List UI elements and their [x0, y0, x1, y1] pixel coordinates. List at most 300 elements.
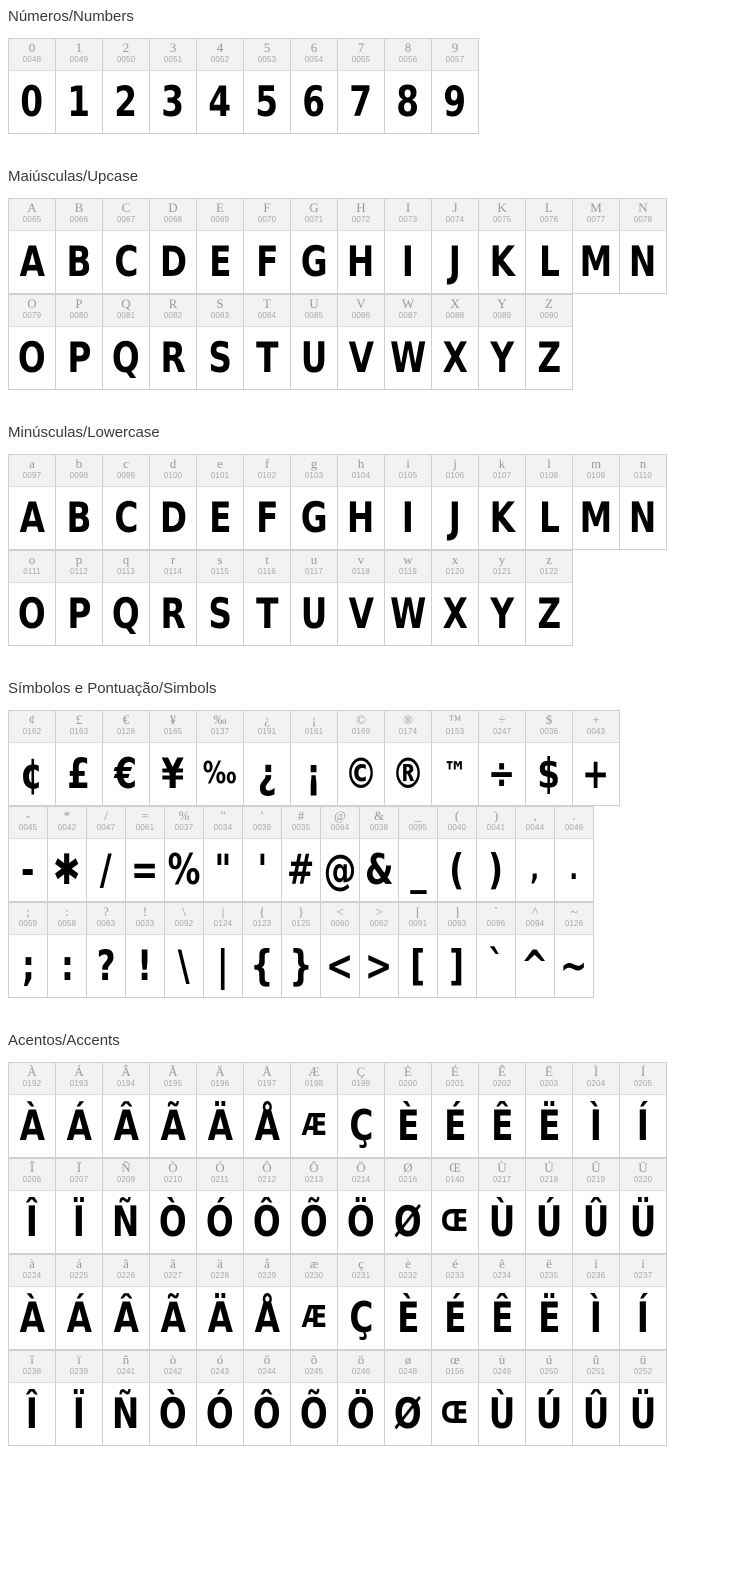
glyph-header — [338, 551, 384, 583]
glyph-header — [56, 199, 102, 231]
glyph-cell[interactable] — [291, 1159, 338, 1254]
glyph-cell[interactable] — [573, 1063, 620, 1158]
glyph-preview — [150, 71, 196, 133]
glyph-cell[interactable] — [338, 295, 385, 390]
glyph-cell[interactable] — [338, 1255, 385, 1350]
glyph-cell[interactable] — [197, 1351, 244, 1446]
glyph-character-label: ~ — [570, 905, 578, 919]
glyph-section — [0, 1024, 730, 1472]
glyph-code-label: 0226 — [116, 1271, 136, 1280]
glyph-cell[interactable] — [56, 1159, 103, 1254]
glyph-preview — [244, 1383, 290, 1445]
glyph-cell[interactable] — [385, 1351, 432, 1446]
glyph-cell[interactable] — [56, 1255, 103, 1350]
glyph-render: Ê — [490, 1293, 514, 1342]
glyph-render: C — [113, 493, 139, 542]
glyph-cell[interactable] — [338, 1063, 385, 1158]
glyph-cell[interactable] — [573, 1351, 620, 1446]
glyph-character-label: ^ — [531, 905, 539, 919]
glyph-cell[interactable] — [477, 903, 516, 998]
glyph-render: ~ — [560, 941, 588, 990]
glyph-cell[interactable] — [56, 551, 103, 646]
glyph-render: 8 — [396, 77, 420, 126]
glyph-header — [438, 807, 476, 839]
glyph-code-label: 0073 — [398, 215, 418, 224]
glyph-code-label: 0251 — [586, 1367, 606, 1376]
glyph-header — [526, 1351, 572, 1383]
glyph-preview — [526, 231, 572, 293]
glyph-cell[interactable] — [244, 199, 291, 294]
glyph-render: X — [442, 333, 468, 382]
glyph-cell[interactable] — [9, 455, 56, 550]
glyph-cell[interactable] — [150, 1255, 197, 1350]
glyph-cell[interactable] — [360, 807, 399, 902]
glyph-cell[interactable] — [620, 1063, 667, 1158]
glyph-character-label: l — [547, 457, 551, 471]
glyph-cell[interactable] — [244, 1351, 291, 1446]
glyph-cell[interactable] — [526, 295, 573, 390]
glyph-cell[interactable] — [338, 1351, 385, 1446]
glyph-character-label: v — [357, 553, 365, 567]
glyph-preview — [243, 839, 281, 901]
glyph-cell[interactable] — [244, 1255, 291, 1350]
glyph-cell[interactable] — [338, 39, 385, 134]
glyph-cell[interactable] — [291, 39, 338, 134]
glyph-row — [8, 1062, 667, 1158]
glyph-code-label: 0099 — [116, 471, 136, 480]
glyph-character-label: ì — [594, 1257, 598, 1271]
glyph-cell[interactable] — [150, 455, 197, 550]
glyph-cell[interactable] — [516, 903, 555, 998]
glyph-render: Œ — [441, 1204, 469, 1239]
glyph-render: > — [365, 941, 393, 990]
glyph-character-label: Û — [591, 1161, 601, 1175]
glyph-cell[interactable] — [197, 551, 244, 646]
glyph-header — [87, 903, 125, 935]
glyph-preview — [432, 1383, 478, 1445]
glyph-preview — [526, 1287, 572, 1349]
glyph-render: - — [21, 845, 35, 894]
glyph-render: ✱ — [53, 845, 81, 894]
glyph-cell[interactable] — [573, 199, 620, 294]
glyph-cell[interactable] — [620, 1255, 667, 1350]
glyph-cell[interactable] — [197, 1255, 244, 1350]
glyph-header — [56, 1063, 102, 1095]
glyph-code-label: 0239 — [69, 1367, 89, 1376]
glyph-cell[interactable] — [321, 807, 360, 902]
glyph-cell[interactable] — [526, 1351, 573, 1446]
glyph-header — [338, 199, 384, 231]
glyph-cell[interactable] — [165, 903, 204, 998]
glyph-render: Æ — [301, 1300, 327, 1335]
glyph-cell[interactable] — [526, 1063, 573, 1158]
glyph-cell[interactable] — [479, 1351, 526, 1446]
glyph-character-label: , — [533, 809, 537, 823]
glyph-cell[interactable] — [282, 903, 321, 998]
glyph-character-label: m — [590, 457, 602, 471]
glyph-cell[interactable] — [56, 711, 103, 806]
glyph-header — [103, 1063, 149, 1095]
glyph-cell[interactable] — [9, 807, 48, 902]
glyph-cell[interactable] — [150, 551, 197, 646]
glyph-character-label: á — [76, 1257, 82, 1271]
glyph-header — [516, 903, 554, 935]
glyph-cell[interactable] — [432, 295, 479, 390]
glyph-cell[interactable] — [204, 807, 243, 902]
glyph-character-label: 8 — [404, 41, 412, 55]
glyph-cell[interactable] — [526, 711, 573, 806]
glyph-header — [432, 295, 478, 327]
glyph-preview — [432, 1191, 478, 1253]
glyph-preview — [479, 1287, 525, 1349]
glyph-header — [244, 455, 290, 487]
glyph-cell[interactable] — [360, 903, 399, 998]
glyph-cell[interactable] — [204, 903, 243, 998]
glyph-cell[interactable] — [9, 551, 56, 646]
glyph-cell[interactable] — [291, 551, 338, 646]
glyph-header — [103, 455, 149, 487]
glyph-character-label: ä — [217, 1257, 223, 1271]
glyph-header — [56, 711, 102, 743]
glyph-cell[interactable] — [479, 1255, 526, 1350]
glyph-character-label: ` — [493, 905, 499, 919]
glyph-cell[interactable] — [291, 1255, 338, 1350]
section-title: Símbolos e Pontuação/Simbols — [8, 680, 217, 697]
glyph-cell[interactable] — [48, 903, 87, 998]
glyph-character-label: ù — [498, 1353, 506, 1367]
glyph-render: Í — [636, 1293, 650, 1342]
glyph-character-label: H — [356, 201, 366, 215]
glyph-cell[interactable] — [385, 295, 432, 390]
glyph-header — [432, 551, 478, 583]
glyph-render: J — [448, 493, 462, 542]
glyph-section — [0, 416, 730, 672]
glyph-cell[interactable] — [385, 1255, 432, 1350]
glyph-cell[interactable] — [432, 455, 479, 550]
glyph-cell[interactable] — [103, 1063, 150, 1158]
glyph-header — [204, 807, 242, 839]
glyph-cell[interactable] — [103, 711, 150, 806]
glyph-cell[interactable] — [291, 711, 338, 806]
glyph-cell[interactable] — [103, 455, 150, 550]
glyph-header — [526, 1063, 572, 1095]
glyph-cell[interactable] — [126, 903, 165, 998]
glyph-row — [8, 294, 573, 390]
spacer — [0, 390, 730, 416]
glyph-cell[interactable] — [526, 455, 573, 550]
glyph-cell[interactable] — [197, 199, 244, 294]
glyph-character-label: ñ — [122, 1353, 130, 1367]
glyph-header — [573, 1255, 619, 1287]
glyph-render: Û — [582, 1197, 610, 1246]
glyph-header — [479, 1351, 525, 1383]
glyph-code-label: 0112 — [69, 567, 88, 576]
glyph-render: Î — [25, 1197, 39, 1246]
glyph-code-label: 0110 — [633, 471, 652, 480]
glyph-cell[interactable] — [291, 1351, 338, 1446]
glyph-code-label: 0163 — [69, 727, 89, 736]
glyph-code-label: 0044 — [525, 823, 545, 832]
glyph-cell[interactable] — [479, 1159, 526, 1254]
glyph-cell[interactable] — [103, 1351, 150, 1446]
glyph-code-label: 0086 — [351, 311, 371, 320]
glyph-header — [9, 295, 55, 327]
glyph-cell[interactable] — [197, 1159, 244, 1254]
glyph-cell[interactable] — [103, 551, 150, 646]
glyph-preview — [555, 935, 593, 997]
glyph-render: @ — [323, 845, 357, 894]
glyph-code-label: 0089 — [492, 311, 512, 320]
glyph-cell[interactable] — [150, 295, 197, 390]
glyph-cell[interactable] — [9, 1159, 56, 1254]
glyph-cell[interactable] — [9, 711, 56, 806]
glyph-character-label: & — [373, 809, 385, 823]
glyph-cell[interactable] — [56, 199, 103, 294]
glyph-code-label: 0242 — [163, 1367, 183, 1376]
glyph-cell[interactable] — [244, 1159, 291, 1254]
glyph-cell[interactable] — [385, 1159, 432, 1254]
glyph-character-label: I — [405, 201, 411, 215]
glyph-code-label: 0153 — [445, 727, 465, 736]
glyph-header — [526, 551, 572, 583]
glyph-cell[interactable] — [321, 903, 360, 998]
glyph-character-label: z — [546, 553, 552, 567]
glyph-cell[interactable] — [399, 903, 438, 998]
glyph-cell[interactable] — [9, 1351, 56, 1446]
glyph-code-label: 0077 — [586, 215, 606, 224]
glyph-header — [385, 1351, 431, 1383]
glyph-preview — [360, 935, 398, 997]
glyph-cell[interactable] — [150, 39, 197, 134]
glyph-cell[interactable] — [103, 1255, 150, 1350]
glyph-cell[interactable] — [291, 1063, 338, 1158]
glyph-cell[interactable] — [479, 711, 526, 806]
glyph-cell[interactable] — [555, 903, 594, 998]
glyph-cell[interactable] — [479, 1063, 526, 1158]
glyph-render: Ñ — [112, 1389, 140, 1438]
glyph-render: Á — [66, 1293, 92, 1342]
glyph-cell[interactable] — [573, 711, 620, 806]
glyph-cell[interactable] — [479, 551, 526, 646]
glyph-cell[interactable] — [197, 455, 244, 550]
glyph-preview — [573, 1383, 619, 1445]
glyph-preview — [56, 1287, 102, 1349]
glyph-cell[interactable] — [399, 807, 438, 902]
glyph-character-label: Œ — [449, 1161, 461, 1175]
glyph-cell[interactable] — [620, 455, 667, 550]
glyph-render: I — [401, 237, 415, 286]
glyph-cell[interactable] — [103, 39, 150, 134]
glyph-cell[interactable] — [243, 903, 282, 998]
glyph-preview — [526, 583, 572, 645]
glyph-cell[interactable] — [432, 1159, 479, 1254]
glyph-cell[interactable] — [9, 1255, 56, 1350]
glyph-cell[interactable] — [479, 295, 526, 390]
glyph-code-label: 0045 — [18, 823, 38, 832]
glyph-render: [ — [410, 941, 426, 990]
glyph-cell[interactable] — [291, 295, 338, 390]
glyph-cell[interactable] — [555, 807, 594, 902]
glyph-cell[interactable] — [338, 455, 385, 550]
glyph-cell[interactable] — [573, 1255, 620, 1350]
glyph-cell[interactable] — [126, 807, 165, 902]
glyph-character-label: Ñ — [121, 1161, 131, 1175]
glyph-render: £ — [67, 749, 91, 798]
glyph-render: ] — [449, 941, 465, 990]
glyph-header — [479, 295, 525, 327]
glyph-cell[interactable] — [197, 295, 244, 390]
glyph-cell[interactable] — [165, 807, 204, 902]
glyph-cell[interactable] — [338, 1159, 385, 1254]
glyph-cell[interactable] — [479, 455, 526, 550]
glyph-cell[interactable] — [87, 807, 126, 902]
glyph-cell[interactable] — [56, 39, 103, 134]
glyph-preview — [477, 839, 515, 901]
glyph-render: Ò — [159, 1389, 187, 1438]
glyph-header — [103, 295, 149, 327]
glyph-cell[interactable] — [244, 39, 291, 134]
glyph-character-label: Ò — [168, 1161, 178, 1175]
glyph-cell[interactable] — [479, 199, 526, 294]
glyph-cell[interactable] — [243, 807, 282, 902]
glyph-header — [244, 551, 290, 583]
glyph-cell[interactable] — [385, 1063, 432, 1158]
glyph-cell[interactable] — [432, 551, 479, 646]
glyph-code-label: 0247 — [492, 727, 512, 736]
glyph-cell[interactable] — [56, 1063, 103, 1158]
glyph-preview — [103, 1383, 149, 1445]
glyph-cell[interactable] — [150, 1159, 197, 1254]
glyph-character-label: Á — [74, 1065, 84, 1079]
glyph-preview — [150, 583, 196, 645]
glyph-character-label: [ — [415, 905, 421, 919]
glyph-preview — [620, 231, 666, 293]
glyph-cell[interactable] — [620, 199, 667, 294]
glyph-render: Ì — [589, 1293, 603, 1342]
glyph-code-label: 0046 — [564, 823, 584, 832]
glyph-render: Ü — [629, 1197, 657, 1246]
glyph-cell[interactable] — [9, 903, 48, 998]
glyph-cell[interactable] — [385, 455, 432, 550]
glyph-cell[interactable] — [526, 199, 573, 294]
glyph-cell[interactable] — [103, 1159, 150, 1254]
glyph-character-label: Ä — [215, 1065, 225, 1079]
glyph-character-label: Í — [640, 1065, 646, 1079]
glyph-cell[interactable] — [197, 1063, 244, 1158]
glyph-cell[interactable] — [291, 455, 338, 550]
glyph-character-label: ô — [263, 1353, 271, 1367]
glyph-cell[interactable] — [385, 39, 432, 134]
glyph-cell[interactable] — [244, 455, 291, 550]
glyph-cell[interactable] — [385, 711, 432, 806]
glyph-cell[interactable] — [87, 903, 126, 998]
glyph-cell[interactable] — [477, 807, 516, 902]
glyph-render: 1 — [67, 77, 91, 126]
glyph-render: € — [114, 749, 138, 798]
glyph-cell[interactable] — [385, 199, 432, 294]
glyph-cell[interactable] — [573, 455, 620, 550]
glyph-cell[interactable] — [620, 1351, 667, 1446]
glyph-cell[interactable] — [48, 807, 87, 902]
glyph-cell[interactable] — [438, 903, 477, 998]
glyph-cell[interactable] — [438, 807, 477, 902]
glyph-row — [8, 198, 667, 294]
glyph-cell[interactable] — [244, 711, 291, 806]
glyph-cell[interactable] — [432, 1255, 479, 1350]
glyph-cell[interactable] — [526, 551, 573, 646]
glyph-cell[interactable] — [516, 807, 555, 902]
glyph-character-label: P — [75, 297, 83, 311]
glyph-cell[interactable] — [432, 711, 479, 806]
glyph-cell[interactable] — [338, 551, 385, 646]
glyph-cell[interactable] — [103, 295, 150, 390]
glyph-preview — [620, 1191, 666, 1253]
glyph-cell[interactable] — [9, 199, 56, 294]
glyph-header — [385, 1255, 431, 1287]
glyph-character-label: 1 — [75, 41, 83, 55]
glyph-cell[interactable] — [9, 1063, 56, 1158]
glyph-cell[interactable] — [9, 295, 56, 390]
glyph-cell[interactable] — [432, 1351, 479, 1446]
glyph-cell[interactable] — [573, 1159, 620, 1254]
glyph-cell[interactable] — [9, 39, 56, 134]
glyph-cell[interactable] — [620, 1159, 667, 1254]
glyph-cell[interactable] — [244, 295, 291, 390]
glyph-cell[interactable] — [150, 199, 197, 294]
glyph-character-label: F — [263, 201, 271, 215]
glyph-cell[interactable] — [526, 1255, 573, 1350]
glyph-cell[interactable] — [56, 455, 103, 550]
glyph-cell[interactable] — [526, 1159, 573, 1254]
glyph-cell[interactable] — [150, 711, 197, 806]
glyph-cell[interactable] — [244, 551, 291, 646]
glyph-preview — [204, 839, 242, 901]
glyph-cell[interactable] — [197, 711, 244, 806]
glyph-cell[interactable] — [150, 1351, 197, 1446]
glyph-render: Ü — [629, 1389, 657, 1438]
glyph-cell[interactable] — [150, 1063, 197, 1158]
glyph-cell[interactable] — [432, 199, 479, 294]
glyph-cell[interactable] — [338, 711, 385, 806]
section-title: Números/Numbers — [8, 8, 134, 25]
glyph-preview — [555, 839, 593, 901]
glyph-cell[interactable] — [338, 199, 385, 294]
glyph-cell[interactable] — [291, 199, 338, 294]
glyph-cell[interactable] — [432, 1063, 479, 1158]
glyph-cell[interactable] — [385, 551, 432, 646]
glyph-code-label: 0140 — [445, 1175, 465, 1184]
glyph-character-label: @ — [334, 809, 346, 823]
glyph-code-label: 0063 — [96, 919, 116, 928]
glyph-cell[interactable] — [56, 1351, 103, 1446]
glyph-character-label: M — [590, 201, 602, 215]
glyph-character-label: Ï — [76, 1161, 82, 1175]
glyph-preview — [477, 935, 515, 997]
glyph-cell[interactable] — [244, 1063, 291, 1158]
glyph-character-label: € — [122, 713, 130, 727]
glyph-cell[interactable] — [282, 807, 321, 902]
glyph-cell[interactable] — [432, 39, 479, 134]
glyph-cell[interactable] — [56, 295, 103, 390]
glyph-cell[interactable] — [197, 39, 244, 134]
glyph-preview — [103, 71, 149, 133]
glyph-cell[interactable] — [103, 199, 150, 294]
glyph-character-label: ú — [545, 1353, 553, 1367]
glyph-preview — [103, 231, 149, 293]
glyph-code-label: 0118 — [351, 567, 370, 576]
glyph-header — [244, 1351, 290, 1383]
glyph-code-label: 0119 — [398, 567, 417, 576]
